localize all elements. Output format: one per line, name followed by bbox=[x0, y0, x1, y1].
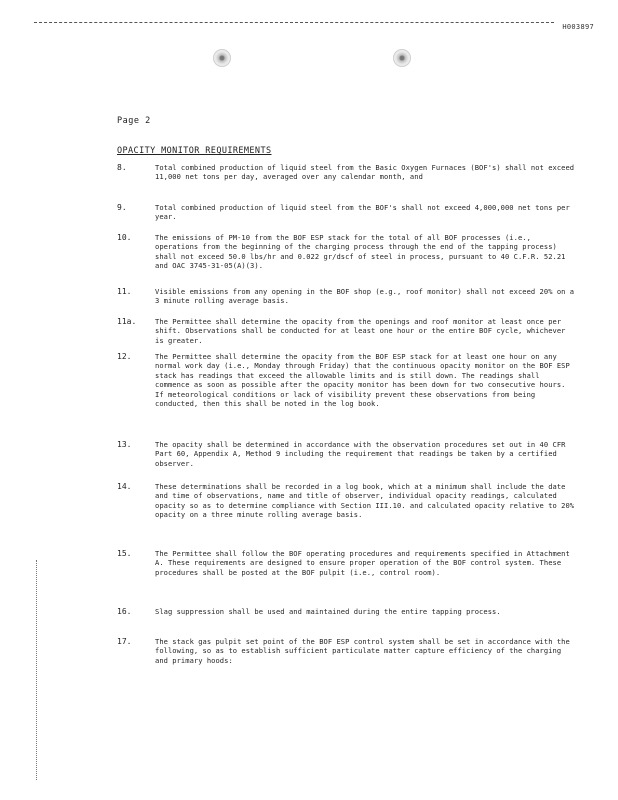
paragraph-text: The stack gas pulpit set point of the BOF ESP control system shall be set in accordance with the following, so as to establish sufficient particulate matter capture efficiency of the charging and primary hoods: bbox=[155, 637, 570, 665]
punch-hole-left-icon bbox=[213, 49, 231, 67]
left-margin-dotted-line bbox=[36, 560, 39, 780]
page-number-label: Page 2 bbox=[117, 116, 151, 126]
document-id: H003897 bbox=[562, 23, 594, 31]
paragraph-text: The opacity shall be determined in accordance with the observation procedures set out in 40 CFR Part 60, Appendix A, Method 9 including the requirement that readings be taken by a certified observer. bbox=[155, 440, 566, 468]
section-title: OPACITY MONITOR REQUIREMENTS bbox=[117, 146, 272, 156]
paragraph-text: The Permittee shall determine the opacity from the openings and roof monitor at least once per shift. Observations shall be conducted for at least one hour or the entire BOF cycle, whichever is greater. bbox=[155, 317, 566, 345]
paragraph-number: 12. bbox=[117, 352, 132, 361]
paragraph-number: 9. bbox=[117, 203, 127, 212]
paragraph-text: The Permittee shall follow the BOF operating procedures and requirements specified in Attachment A. These requirements are designed to ensure proper operation of the BOF control system. These procedures shall be posted at the BOF pulpit (i.e., control room). bbox=[155, 549, 570, 577]
paragraph-number: 8. bbox=[117, 163, 127, 172]
paragraph-text: The Permittee shall determine the opacity from the BOF ESP stack for at least one hour on any normal work day (i.e., Monday through Friday) that the continuous opacity monitor on the BOF ESP stack has readings that exceed the allowable limits and is still down. The readings shall commence as soon as possible after the opacity monitor has been down for two consecutive hours. If meteorological conditions or lack of visibility prevent these observations from being conducted, then this shall be noted in the log book. bbox=[155, 352, 570, 409]
paragraph-number: 11. bbox=[117, 287, 132, 296]
paragraph-number: 17. bbox=[117, 637, 132, 646]
paragraph-text: Total combined production of liquid steel from the BOF's shall not exceed 4,000,000 net tons per year. bbox=[155, 203, 570, 222]
paragraph-text: These determinations shall be recorded in a log book, which at a minimum shall include the date and time of observations, name and title of observer, individual opacity readings, calculated opacity so as to determine compliance with Section III.10. and calculated opacity relative to 20% opacity on a three minute rolling average basis. bbox=[155, 482, 575, 520]
punch-hole-right-icon bbox=[393, 49, 411, 67]
paragraph-number: 11a. bbox=[117, 317, 137, 326]
paragraph-number: 10. bbox=[117, 233, 132, 242]
paragraph-number: 13. bbox=[117, 440, 132, 449]
paragraph-number: 14. bbox=[117, 482, 132, 491]
paragraph-text: The emissions of PM-10 from the BOF ESP stack for the total of all BOF processes (i.e., operations from the beginning of the charging process through the end of the tapping process) shall not exceed 50.0 lbs/hr and 0.022 gr/dscf of steel in process, pursuant to 40 C.F.R. 52.21 and OAC 3745-31-05(A)(3). bbox=[155, 233, 566, 271]
paragraph-text: Total combined production of liquid steel from the Basic Oxygen Furnaces (BOF's) shall not exceed 11,000 net tons per day, averaged over any calendar month, and bbox=[155, 163, 575, 182]
paragraph-number: 16. bbox=[117, 607, 132, 616]
paragraph-text: Visible emissions from any opening in the BOF shop (e.g., roof monitor) shall not exceed 20% on a 3 minute rolling average basis. bbox=[155, 287, 575, 306]
paragraph-text: Slag suppression shall be used and maintained during the entire tapping process. bbox=[155, 607, 501, 616]
paragraph-number: 15. bbox=[117, 549, 132, 558]
top-dashed-rule bbox=[34, 22, 554, 23]
